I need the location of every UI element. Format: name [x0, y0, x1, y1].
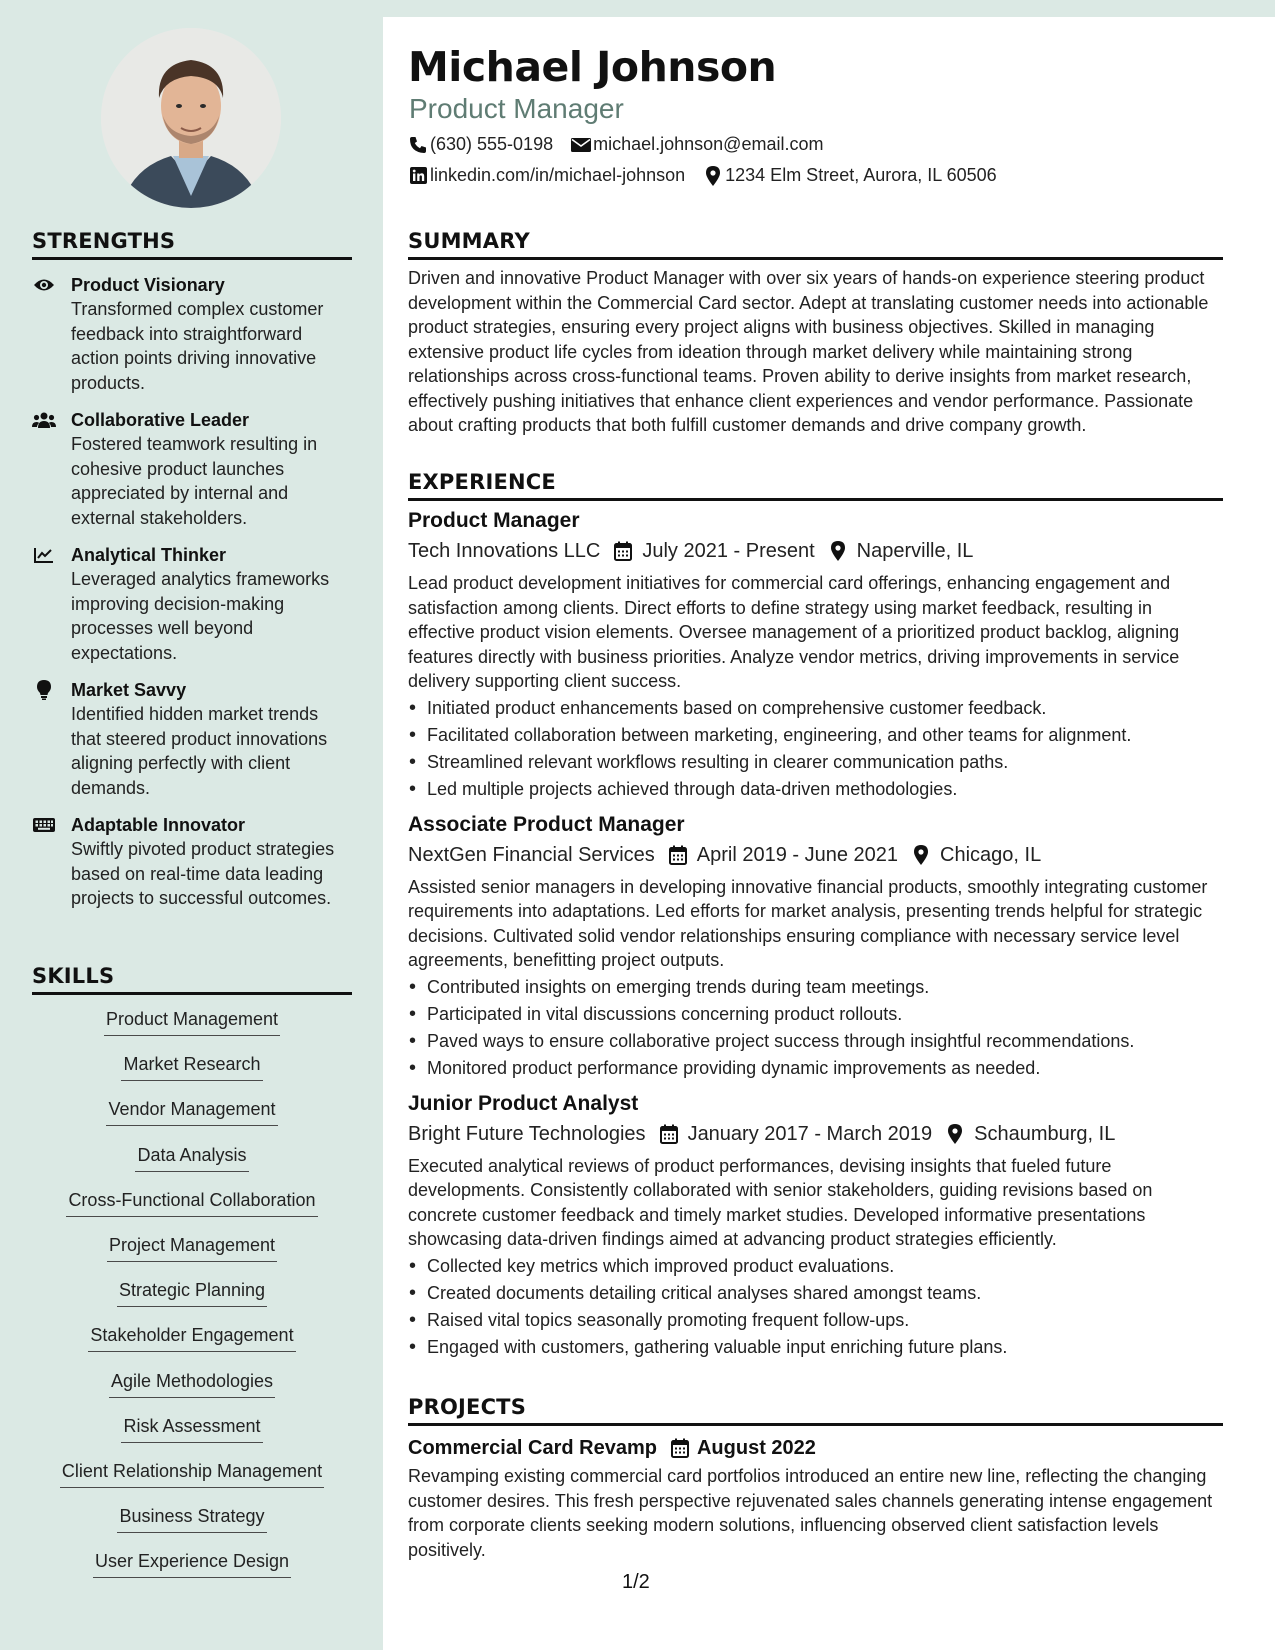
job-bullet: • Initiated product enhancements based on comprehensive customer feedback.: [408, 695, 1223, 722]
skill-label: Client Relationship Management: [60, 1459, 324, 1488]
main-content: [383, 17, 1275, 1650]
map-pin-icon: [827, 540, 849, 562]
job-bullet: • Engaged with customers, gathering valuable input enriching future plans.: [408, 1334, 1223, 1361]
job-bullet: • Paved ways to ensure collaborative project success through insightful recommendations.: [408, 1028, 1223, 1055]
lightbulb-icon: [32, 680, 56, 700]
job-dates: July 2021 - Present: [642, 540, 815, 562]
strengths-section: [32, 229, 352, 911]
linkedin-contact[interactable]: [408, 165, 685, 186]
job-title: Junior Product Analyst: [408, 1091, 639, 1115]
keyboard-icon: [32, 815, 56, 835]
skill-item: [32, 1097, 352, 1142]
skill-item: [32, 1188, 352, 1233]
job-dates: April 2019 - June 2021: [696, 843, 899, 866]
phone-contact: [408, 134, 553, 155]
calendar-icon: [667, 844, 689, 866]
strength-desc: Identified hidden market trends that steered product innovations aligning perfectly with client demands.: [71, 704, 328, 798]
skill-item: [32, 1007, 352, 1052]
sidebar: [0, 0, 383, 1650]
strength-title: Market Savvy: [71, 680, 187, 700]
strength-title: Collaborative Leader: [71, 410, 250, 430]
job-bullet: • Created documents detailing critical analyses shared amongst teams.: [408, 1280, 1223, 1307]
skill-item: [32, 1549, 352, 1594]
address-text: 1234 Elm Street, Aurora, IL 60506: [725, 165, 997, 185]
skill-item: [32, 1414, 352, 1459]
project-header: [408, 1434, 1223, 1462]
job-description: Lead product development initiatives for commercial card offerings, enhancing engagement and satisfaction among clients. Direct efforts to define strategy using market feedback, resulting in effective product vision elements. Oversee management of a prioritized product backlog, aligning features directly with business priorities. Analyze vendor metrics, driving improvements in service delivery supporting client success.: [408, 573, 1180, 691]
calendar-icon: [669, 1437, 691, 1459]
summary-text: Driven and innovative Product Manager with over six years of hands-on experience steering product development within the Commercial Card sector. Adept at translating customer needs into actionable product strategies, ensuring every project aligns with business objectives. Skilled in managing extensive product life cycles from ideation through market delivery while maintaining strong relationships across cross-functional teams. Proven ability to derive insights from market research, effectively pushing initiatives that enhance client experiences and vendor performance. Passionate about crafting products that both fulfill customer demands and drive company growth.: [408, 268, 1209, 435]
job-title: Associate Product Manager: [408, 812, 685, 836]
skill-label: Agile Methodologies: [109, 1369, 275, 1398]
phone-icon: [408, 135, 428, 155]
experience-title: EXPERIENCE: [408, 470, 1223, 501]
users-icon: [32, 410, 56, 430]
job-bullet: • Raised vital topics seasonally promoting frequent follow-ups.: [408, 1307, 1223, 1334]
job-title: Product Manager: [408, 509, 580, 532]
map-pin-icon: [944, 1123, 966, 1145]
job-dates: January 2017 - March 2019: [687, 1122, 933, 1145]
job-bullets: [408, 974, 1223, 1082]
strengths-title: STRENGTHS: [32, 229, 352, 260]
skills-list: [32, 1007, 352, 1594]
skills-title: SKILLS: [32, 964, 352, 995]
job-company: Tech Innovations LLC: [408, 540, 601, 562]
strength-desc: Transformed complex customer feedback into straightforward action points driving innovative products.: [71, 299, 324, 393]
skill-label: User Experience Design: [93, 1549, 291, 1578]
job-bullet: • Led multiple projects achieved through data-driven methodologies.: [408, 776, 1223, 803]
email-text[interactable]: michael.johnson@email.com: [593, 134, 824, 154]
strength-desc: Fostered teamwork resulting in cohesive product launches appreciated by internal and external stakeholders.: [71, 434, 318, 528]
envelope-icon: [571, 135, 591, 155]
job-company: NextGen Financial Services: [408, 843, 655, 866]
skill-label: Stakeholder Engagement: [88, 1323, 295, 1352]
summary-section: [408, 229, 1223, 438]
job-entry: [408, 811, 1223, 1082]
skill-item: [32, 1052, 352, 1097]
job-bullet: • Participated in vital discussions concerning product rollouts.: [408, 1001, 1223, 1028]
skill-item: [32, 1459, 352, 1504]
strength-title: Adaptable Innovator: [71, 815, 246, 835]
job-meta: [408, 841, 1223, 869]
job-bullet: • Collected key metrics which improved product evaluations.: [408, 1253, 1223, 1280]
strength-item: [32, 409, 352, 530]
project-date: August 2022: [696, 1437, 816, 1459]
skill-item: [32, 1369, 352, 1414]
project-name: Commercial Card Revamp: [408, 1437, 657, 1459]
skill-item: [32, 1323, 352, 1368]
job-location: Naperville, IL: [856, 540, 974, 562]
job-bullet: • Streamlined relevant workflows resulting in clearer communication paths.: [408, 749, 1223, 776]
job-description: Executed analytical reviews of product performances, devising insights that fueled future developments. Consistently collaborated with senior stakeholders, guiding revisions based on concrete customer feedback and timely market studies. Developed informative presentations showcasing data-driven findings aimed at advancing product strategies efficiently.: [408, 1155, 1153, 1249]
skill-label: Vendor Management: [106, 1097, 277, 1126]
job-bullets: [408, 695, 1223, 803]
skill-label: Cross-Functional Collaboration: [66, 1188, 317, 1217]
job-bullet: • Monitored product performance providing dynamic improvements as needed.: [408, 1055, 1223, 1082]
address-contact: [703, 165, 997, 186]
person-portrait-icon: [101, 28, 281, 208]
strength-item: [32, 679, 352, 800]
eye-icon: [32, 275, 56, 295]
strength-item: [32, 814, 352, 911]
skills-section: [32, 964, 352, 1594]
contact-row-1: [408, 134, 841, 155]
job-meta: [408, 537, 1223, 565]
calendar-icon: [658, 1123, 680, 1145]
project-description: Revamping existing commercial card portfolios introduced an entire new line, reflecting the changing customer desires. This fresh perspective rejuvenated sales channels generating intense engagement from corporate clients seeking modern solutions, influencing observed client satisfaction levels positively.: [408, 1466, 1213, 1560]
project-entry: [408, 1434, 1223, 1562]
skill-label: Strategic Planning: [117, 1278, 267, 1307]
job-location: Schaumburg, IL: [974, 1122, 1116, 1145]
linkedin-text[interactable]: linkedin.com/in/michael-johnson: [430, 165, 686, 185]
strength-item: [32, 544, 352, 665]
calendar-icon: [612, 540, 634, 562]
chart-line-icon: [32, 545, 56, 565]
job-description: Assisted senior managers in developing innovative financial products, smoothly integrating customer requirements into adaptations. Led efforts for market analysis, presenting trends helpful for strategic decisions. Cultivated solid vendor relationships ensuring compliance with necessary service level agreements, benefitting project outputs.: [408, 876, 1208, 970]
job-bullet: • Contributed insights on emerging trends during team meetings.: [408, 974, 1223, 1001]
linkedin-icon: [408, 166, 428, 186]
candidate-name: Michael Johnson: [408, 43, 777, 91]
strength-title: Product Visionary: [71, 275, 225, 295]
strength-desc: Swiftly pivoted product strategies based on real-time data leading projects to successful outcomes.: [71, 839, 335, 908]
job-bullet: • Facilitated collaboration between marketing, engineering, and other teams for alignment.: [408, 722, 1223, 749]
candidate-role: Product Manager: [409, 93, 624, 124]
email-contact[interactable]: [571, 134, 823, 155]
skill-item: [32, 1143, 352, 1188]
job-entry: [408, 507, 1223, 803]
phone-text: (630) 555-0198: [430, 134, 554, 154]
skill-label: Project Management: [107, 1233, 277, 1262]
skill-label: Market Research: [121, 1052, 262, 1081]
skill-item: [32, 1233, 352, 1278]
strength-item: [32, 274, 352, 395]
skill-label: Risk Assessment: [121, 1414, 262, 1443]
map-pin-icon: [703, 166, 723, 186]
skill-label: Data Analysis: [135, 1143, 248, 1172]
skill-item: [32, 1278, 352, 1323]
job-entry: [408, 1090, 1223, 1361]
strength-title: Analytical Thinker: [71, 545, 227, 565]
projects-section: [408, 1395, 1223, 1562]
skill-label: Business Strategy: [117, 1504, 266, 1533]
job-bullets: [408, 1253, 1223, 1361]
job-location: Chicago, IL: [940, 843, 1042, 866]
skill-item: [32, 1504, 352, 1549]
strength-desc: Leveraged analytics frameworks improving decision-making processes well beyond expectations.: [71, 569, 330, 663]
map-pin-icon: [910, 844, 932, 866]
summary-title: SUMMARY: [408, 229, 1223, 260]
profile-photo: [101, 28, 281, 208]
contact-row-2: [408, 165, 1015, 186]
job-company: Bright Future Technologies: [408, 1122, 646, 1145]
projects-title: PROJECTS: [408, 1395, 1223, 1426]
experience-section: [408, 470, 1223, 1361]
job-meta: [408, 1120, 1223, 1148]
page-number: 1/2: [622, 1571, 650, 1593]
skill-label: Product Management: [104, 1007, 280, 1036]
